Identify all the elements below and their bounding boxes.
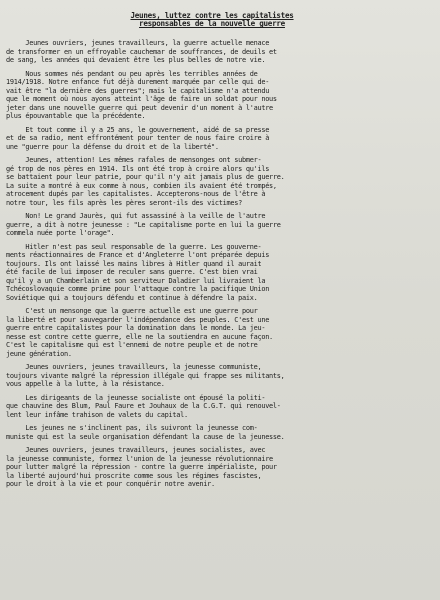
text-line: Et tout comme il y a 25 ans, le gouvernement, aidé de sa presse xyxy=(6,125,270,134)
paragraph xyxy=(6,156,418,207)
text-line: Jeunes, attention! Les mêmes rafales de mensonges ont submer- xyxy=(6,156,262,165)
text-line: pour le droit à la vie et pour conquérir notre avenir. xyxy=(6,480,215,489)
text-line: commela nuée porte l'orage". xyxy=(6,229,115,238)
text-line: guerre entre capitalistes pour la domination dans le monde. La jeu- xyxy=(6,324,266,333)
text-line: C'est un mensonge que la guerre actuelle est une guerre pour xyxy=(6,307,258,316)
text-line: été facile de lui imposer de reculer sans guerre. C'est bien vrai xyxy=(6,268,258,277)
text-line: une "guerre pour la défense du droit et de la liberté". xyxy=(6,142,219,151)
text-line: jeune génération. xyxy=(6,349,72,358)
text-line: de transformer en un effroyable cauchemar de souffrances, de deuils et xyxy=(6,47,277,56)
text-line: Non! Le grand Jaurès, qui fut assassiné à la veille de l'autre xyxy=(6,212,266,221)
text-line: La suite a montré à eux comme à nous, combien ils avaient été trompés, xyxy=(6,181,277,190)
paragraph xyxy=(6,70,418,121)
paragraph xyxy=(6,394,418,420)
text-line: vait être "la dernière des guerres"; mais le capitalisme n'a attendu xyxy=(6,86,270,95)
title-line: responsables de la nouvelle guerre xyxy=(139,19,285,29)
title-line: Jeunes, luttez contre les capitalistes xyxy=(130,11,294,20)
text-line: et de sa radio, ment effrontément pour tenter de nous faire croire à xyxy=(6,134,270,143)
text-line: notre tour, les fils après les pères seront-ils des victimes? xyxy=(6,198,242,207)
text-line: Jeunes ouvriers, jeunes travailleurs, la guerre actuelle menace xyxy=(6,39,270,48)
text-line: Les dirigeants de la jeunesse socialiste ont épousé la politi- xyxy=(6,393,266,402)
text-line: gé trop de nos pères en 1914. Ils ont été trop à croire alors qu'ils xyxy=(6,164,270,173)
text-line: Jeunes ouvriers, jeunes travailleurs, la jeunesse communiste, xyxy=(6,363,262,372)
text-line: plus épouvantable que la précédente. xyxy=(6,112,146,121)
text-line: 1914/1918. Notre enfance fut déjà durement marquée par celle qui de- xyxy=(6,78,270,87)
text-line: pour lutter malgré la répression - contre la guerre impérialiste, pour xyxy=(6,463,277,472)
text-line: vous appelle à la lutte, à la résistance. xyxy=(6,380,165,389)
text-line: Hitler n'est pas seul responsable de la guerre. Les gouverne- xyxy=(6,242,262,251)
paragraph xyxy=(6,446,418,489)
text-line: toujours vivante malgré la répression illégale qui frappe ses militants, xyxy=(6,371,285,380)
text-line: lent leur infâme trahison de valets du capital. xyxy=(6,410,188,419)
document-title xyxy=(6,12,418,28)
document-body xyxy=(6,39,418,489)
text-line: qu'il y a un Chamberlain et son serviteur Daladier lui livraient la xyxy=(6,276,266,285)
paragraph xyxy=(6,307,418,358)
text-line: que chauvine des Blum, Paul Faure et Jouhaux de la C.G.T. qui renouvel- xyxy=(6,402,281,411)
paragraph xyxy=(6,363,418,389)
text-line: nesse est contre cette guerre, elle ne la soutiendra en aucune façon. xyxy=(6,332,273,341)
paragraph xyxy=(6,212,418,238)
text-line: guerre, a dit à notre jeunesse : "Le capitalisme porte en lui la guerre xyxy=(6,220,281,229)
text-line: Les jeunes ne s'inclinent pas, ils suivront la jeunesse com- xyxy=(6,424,258,433)
paragraph xyxy=(6,126,418,152)
paragraph xyxy=(6,243,418,303)
text-line: C'est le capitalisme qui est l'ennemi de notre peuple et de notre xyxy=(6,341,258,350)
paragraph xyxy=(6,39,418,65)
paragraph xyxy=(6,424,418,441)
text-line: muniste qui est la seule organisation défendant la cause de la jeunesse. xyxy=(6,432,285,441)
text-line: Nous sommes nés pendant ou peu après les terribles années de xyxy=(6,69,258,78)
text-line: que le moment où nous ayons atteint l'âge de faire un soldat pour nous xyxy=(6,95,277,104)
text-line: la liberté aujourd'hui proscrite comme sous les régimes fascistes, xyxy=(6,471,262,480)
text-line: ments réactionnaires de France et d'Angleterre l'ont préparée depuis xyxy=(6,251,270,260)
text-line: atrocement dupés par les capitalistes. Accepterons-nous de l'être à xyxy=(6,190,266,199)
text-line: toujours. Ils ont laissé les mains libres à Hitler quand il aurait xyxy=(6,259,262,268)
text-line: la liberté et pour sauvegarder l'indépendance des peuples. C'est une xyxy=(6,315,270,324)
text-line: la jeunesse communiste, formez l'union de la jeunesse révolutionnaire xyxy=(6,454,273,463)
text-line: Jeunes ouvriers, jeunes travailleurs, jeunes socialistes, avec xyxy=(6,446,266,455)
text-line: de sang, les années qui devaient être les plus belles de notre vie. xyxy=(6,56,266,65)
text-line: Soviétique qui a toujours défendu et continue à défendre la paix. xyxy=(6,293,258,302)
text-line: Tchécoslovaquie comme prime pour l'attaque contre la pacifique Union xyxy=(6,285,270,294)
text-line: jeter dans une nouvelle guerre qui peut devenir d'un moment à l'autre xyxy=(6,103,273,112)
text-line: se battaient pour leur patrie, pour qu'il n'y ait jamais plus de guerre. xyxy=(6,173,285,182)
